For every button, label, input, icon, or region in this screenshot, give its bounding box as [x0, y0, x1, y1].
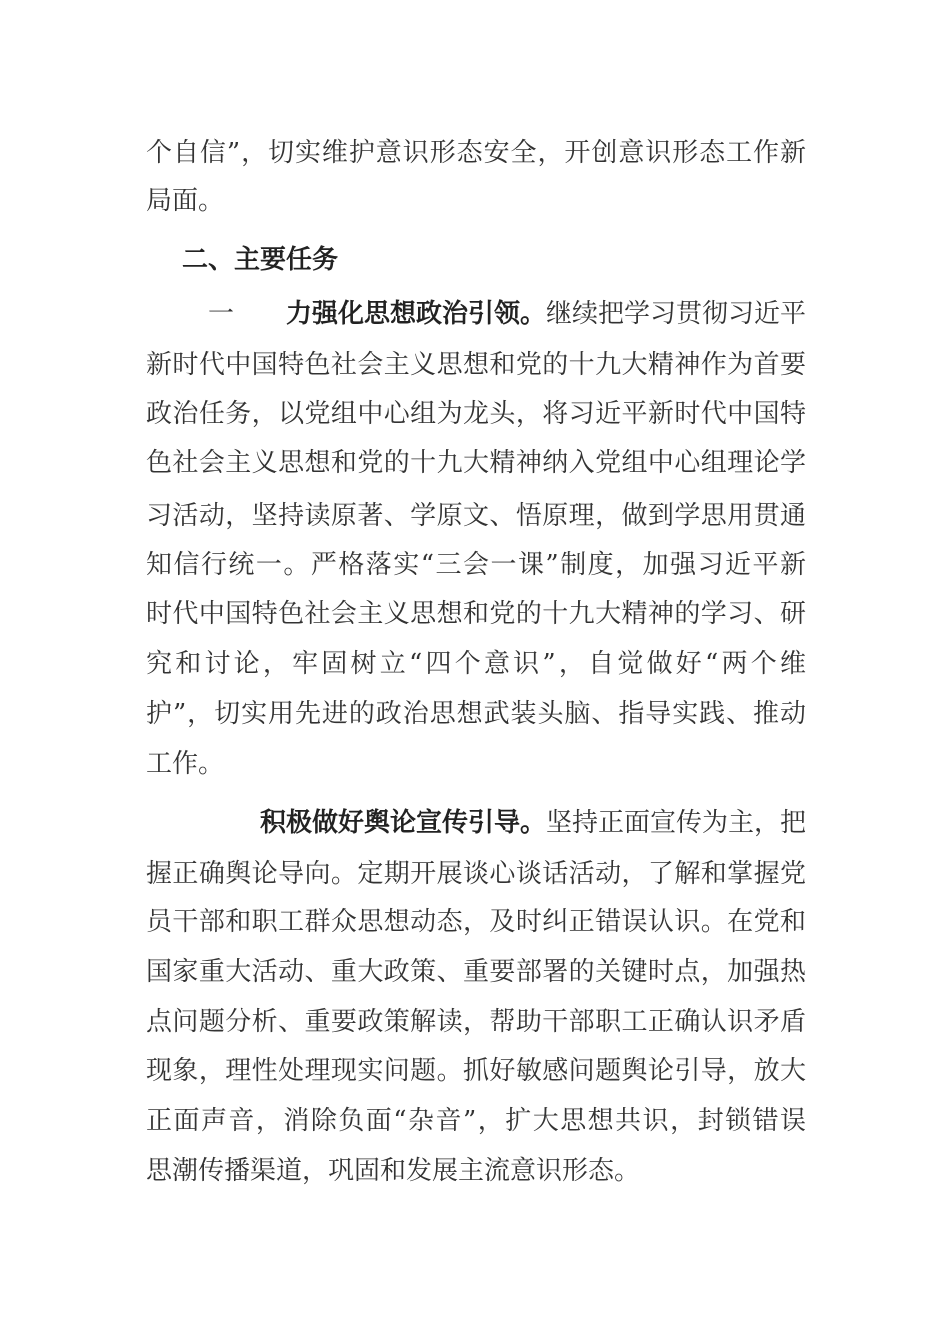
item2-line: 国家重大活动、重大政策、重要部署的关键时点，加强热 [146, 957, 806, 987]
item2-line: 正面声音，消除负面“杂音”，扩大思想共识，封锁错误 [146, 1106, 806, 1136]
item2-line: 握正确舆论导向。定期开展谈心谈话活动，了解和掌握党 [146, 859, 806, 889]
item2-line: 现象，理性处理现实问题。抓好敏感问题舆论引导，放大 [146, 1056, 806, 1086]
item1-line: 护”，切实用先进的政治思想武装头脑、指导实践、推动 [146, 699, 806, 729]
intro-line-1: 个自信”，切实维护意识形态安全，开创意识形态工作新 [146, 138, 806, 168]
item2-first-line-rest: 坚持正面宣传为主，把 [546, 808, 807, 838]
item1-first-line-rest: 继续把学习贯彻习近平 [546, 299, 807, 329]
item1-line: 时代中国特色社会主义思想和党的十九大精神的学习、研 [146, 599, 806, 629]
item1-line: 究和讨论，牢固树立“四个意识”，自觉做好“两个维 [146, 649, 806, 679]
section-heading: 二、主要任务 [182, 245, 339, 275]
item2-line: 员干部和职工群众思想动态，及时纠正错误认识。在党和 [146, 907, 806, 937]
item2-line: 点问题分析、重要政策解读，帮助干部职工正确认识矛盾 [146, 1007, 806, 1037]
item1-line: 色社会主义思想和党的十九大精神纳入党组中心组理论学 [146, 448, 806, 478]
item1-marker: 一 [208, 299, 235, 329]
item2-first-line [260, 799, 806, 847]
item1-line: 新时代中国特色社会主义思想和党的十九大精神作为首要 [146, 350, 806, 380]
item1-line: 知信行统一。严格落实“三会一课”制度，加强习近平新 [146, 550, 806, 580]
intro-line-2: 局面。 [146, 186, 225, 216]
item1-line: 习活动，坚持读原著、学原文、悟原理，做到学思用贯通 [146, 501, 806, 531]
item2-title: 积极做好舆论宣传引导。 [260, 808, 547, 838]
item1-first-line [208, 290, 806, 338]
item1-last-line: 工作。 [146, 749, 225, 779]
item1-line: 政治任务，以党组中心组为龙头，将习近平新时代中国特 [146, 399, 806, 429]
item1-title: 力强化思想政治引领。 [286, 299, 547, 329]
item2-last-line: 思潮传播渠道，巩固和发展主流意识形态。 [146, 1156, 641, 1186]
